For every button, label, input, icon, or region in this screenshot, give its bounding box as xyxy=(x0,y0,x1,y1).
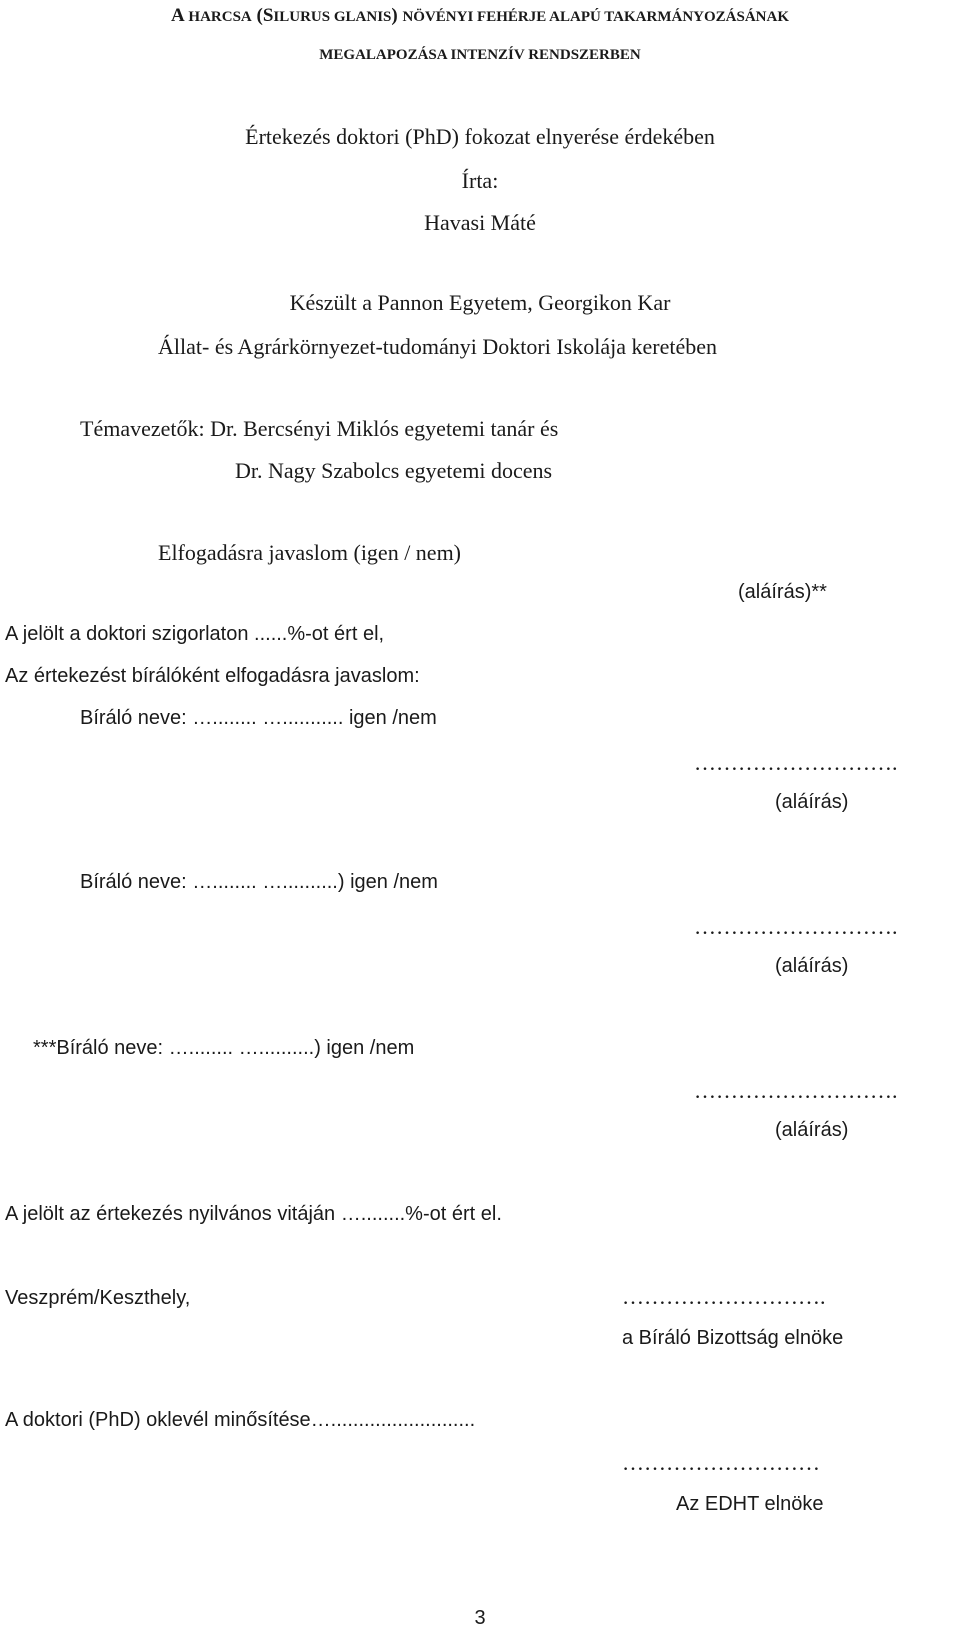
title-part: HARCSA xyxy=(188,9,252,25)
reviewer-name-line: ***Bíráló neve: …........ …..........) igen /nem xyxy=(33,1037,415,1059)
signature-label: (aláírás) xyxy=(775,791,849,813)
signature-line: ……………………… xyxy=(622,1450,820,1475)
signature-line: ………………………. xyxy=(694,914,898,939)
title-part: ( xyxy=(251,5,263,26)
defense-result: A jelölt az értekezés nyilvános vitáján …........%-ot ért el. xyxy=(5,1203,502,1225)
exam-result: A jelölt a doktori szigorlaton ......%-ot ért el, xyxy=(5,623,385,645)
thesis-title-line-1 xyxy=(0,6,960,25)
institution-line-1: Készült a Pannon Egyetem, Georgikon Kar xyxy=(289,290,671,315)
title-part: S xyxy=(262,5,274,26)
signature-line: ………………………. xyxy=(694,1078,898,1103)
thesis-title-line-2: MEGALAPOZÁSA INTENZÍV RENDSZERBEN xyxy=(319,47,641,63)
title-part: A xyxy=(170,5,189,26)
title-part: ILURUS GLANIS xyxy=(273,9,392,25)
acceptance-recommendation: Elfogadásra javaslom (igen / nem) xyxy=(158,540,462,565)
written-by-label: Írta: xyxy=(461,168,499,193)
title-part: ) xyxy=(391,5,403,26)
signature-line: ………………………. xyxy=(694,750,898,775)
supervisors-line-1: Témavezetők: Dr. Bercsényi Miklós egyetemi tanár és xyxy=(80,416,559,441)
degree-qualification: A doktori (PhD) oklevél minősítése….......................... xyxy=(5,1409,476,1431)
signature-label: (aláírás) xyxy=(775,1119,849,1141)
title-part: NÖVÉNYI FEHÉRJE ALAPÚ TAKARMÁNYOZÁSÁNAK xyxy=(402,9,790,25)
institution-line-2: Állat- és Agrárkörnyezet-tudományi Doktori Iskolája keretében xyxy=(158,334,717,359)
signature-line: ………………………. xyxy=(622,1284,826,1309)
signature-label: (aláírás) xyxy=(775,955,849,977)
reviewer-name-line: Bíráló neve: …........ …..........) igen /nem xyxy=(80,871,438,893)
supervisors-line-2: Dr. Nagy Szabolcs egyetemi docens xyxy=(235,458,553,483)
degree-purpose: Értekezés doktori (PhD) fokozat elnyerése érdekében xyxy=(245,124,715,149)
signature-note: (aláírás)** xyxy=(738,581,827,603)
page-number: 3 xyxy=(474,1607,486,1629)
review-recommendation: Az értekezést bírálóként elfogadásra javaslom: xyxy=(5,665,420,687)
reviewer-name-line: Bíráló neve: …........ …........... igen /nem xyxy=(80,707,437,729)
committee-chair-label: a Bíráló Bizottság elnöke xyxy=(622,1327,844,1349)
place-name: Veszprém/Keszthely, xyxy=(5,1287,191,1309)
edht-chair-label: Az EDHT elnöke xyxy=(676,1493,824,1515)
author-name: Havasi Máté xyxy=(424,210,536,235)
